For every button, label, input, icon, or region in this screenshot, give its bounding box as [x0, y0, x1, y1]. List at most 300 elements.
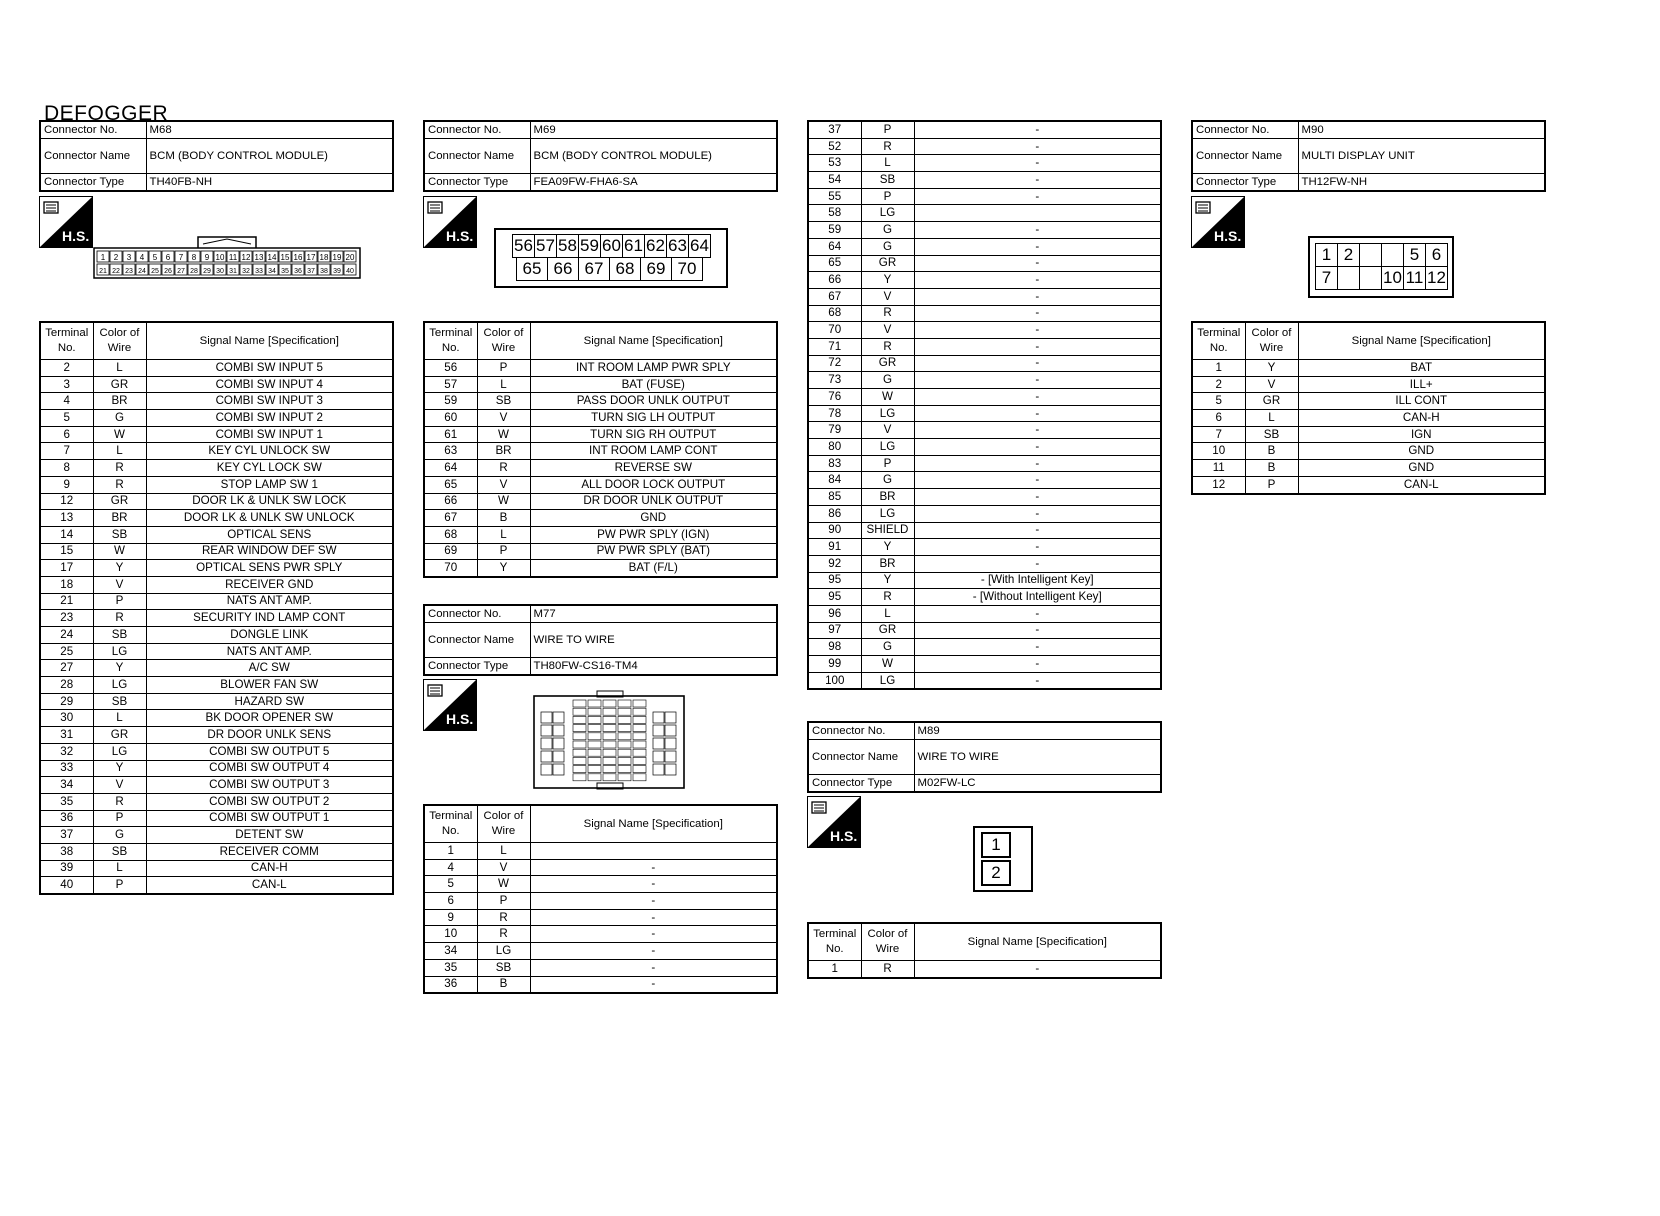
table-row: [40, 443, 393, 460]
terminal-cell: 1: [424, 843, 477, 860]
m77-continued-table: [807, 120, 1162, 690]
terminal-cell: 79: [808, 422, 861, 439]
color-cell: G: [861, 639, 914, 656]
table-row: [1192, 426, 1545, 443]
connector-name-value: WIRE TO WIRE: [530, 623, 777, 658]
terminal-cell: 57: [424, 376, 477, 393]
connector-type-value: TH12FW-NH: [1298, 174, 1545, 192]
table-row: [424, 493, 777, 510]
signal-cell: OPTICAL SENS PWR SPLY: [146, 560, 393, 577]
terminal-cell: 31: [40, 727, 93, 744]
pin-blank: [1337, 266, 1360, 290]
terminal-cell: 25: [40, 643, 93, 660]
table-row: [40, 827, 393, 844]
signal-cell: -: [914, 138, 1161, 155]
table-row: [1192, 410, 1545, 427]
color-cell: GR: [861, 622, 914, 639]
color-cell: G: [861, 238, 914, 255]
color-cell: V: [93, 576, 146, 593]
connector-name-value: BCM (BODY CONTROL MODULE): [146, 139, 393, 174]
terminal-cell: 80: [808, 439, 861, 456]
table-row: [40, 860, 393, 877]
terminal-cell: 24: [40, 627, 93, 644]
signal-cell: CAN-L: [1298, 476, 1545, 493]
terminal-cell: 36: [424, 976, 477, 993]
table-row: [1192, 360, 1545, 377]
table-row: [808, 489, 1161, 506]
table-row: [40, 810, 393, 827]
table-row: [424, 843, 777, 860]
terminal-cell: 34: [424, 943, 477, 960]
table-row: [40, 576, 393, 593]
terminal-cell: 86: [808, 505, 861, 522]
pin-blank: [1381, 243, 1404, 267]
svg-text:31: 31: [229, 268, 237, 275]
signal-cell: -: [914, 539, 1161, 556]
page-title: DEFOGGER: [44, 102, 169, 125]
table-row: [40, 677, 393, 694]
color-cell: SB: [93, 627, 146, 644]
color-cell: GR: [93, 727, 146, 744]
connector-name-value: MULTI DISPLAY UNIT: [1298, 139, 1545, 174]
svg-text:10: 10: [215, 253, 225, 262]
svg-text:5: 5: [152, 253, 158, 262]
terminal-cell: 37: [40, 827, 93, 844]
svg-text:36: 36: [294, 268, 302, 275]
connector-no-label: Connector No.: [1192, 121, 1298, 139]
table-row: [808, 205, 1161, 222]
table-row: [40, 526, 393, 543]
signal-cell: REVERSE SW: [530, 460, 777, 477]
color-cell: BR: [861, 555, 914, 572]
m68-connector-face: [93, 234, 363, 285]
signal-cell: COMBI SW INPUT 4: [146, 376, 393, 393]
color-cell: LG: [861, 672, 914, 689]
table-row: [1192, 443, 1545, 460]
color-cell: W: [477, 426, 530, 443]
color-cell: SB: [93, 843, 146, 860]
signal-cell: BK DOOR OPENER SW: [146, 710, 393, 727]
signal-cell: TURN SIG RH OUTPUT: [530, 426, 777, 443]
signal-cell: COMBI SW OUTPUT 5: [146, 743, 393, 760]
connector-name-label: Connector Name: [424, 623, 530, 658]
signal-cell: BAT: [1298, 360, 1545, 377]
terminal-cell: 12: [1192, 476, 1245, 493]
terminal-cell: 38: [40, 843, 93, 860]
color-cell: V: [477, 410, 530, 427]
color-header: Color of Wire: [477, 322, 530, 360]
svg-text:H.S.: H.S.: [830, 828, 858, 844]
color-cell: V: [93, 777, 146, 794]
svg-text:7: 7: [178, 253, 184, 262]
signal-cell: IGN: [1298, 426, 1545, 443]
table-row: [424, 893, 777, 910]
signal-cell: -: [914, 489, 1161, 506]
signal-cell: -: [914, 605, 1161, 622]
pin: 57: [534, 234, 557, 258]
svg-text:23: 23: [125, 268, 133, 275]
terminal-cell: 95: [808, 589, 861, 606]
signal-cell: -: [530, 859, 777, 876]
color-cell: G: [861, 472, 914, 489]
terminal-cell: 70: [424, 560, 477, 577]
table-row: [1192, 393, 1545, 410]
svg-text:14: 14: [267, 253, 277, 262]
table-row: [40, 793, 393, 810]
signal-cell: -: [914, 522, 1161, 539]
terminal-cell: 76: [808, 389, 861, 406]
connector-no-value: M90: [1298, 121, 1545, 139]
table-row: [808, 222, 1161, 239]
m69-terminal-table: [423, 321, 778, 578]
pin: 2: [1337, 243, 1360, 267]
terminal-cell: 32: [40, 743, 93, 760]
signal-cell: DOOR LK & UNLK SW UNLOCK: [146, 510, 393, 527]
pin: 65: [516, 257, 548, 281]
signal-cell: GND: [530, 510, 777, 527]
svg-text:4: 4: [139, 253, 145, 262]
table-row: [424, 976, 777, 993]
terminal-cell: 59: [424, 393, 477, 410]
connector-no-value: M77: [530, 605, 777, 623]
svg-text:27: 27: [177, 268, 185, 275]
signal-cell: COMBI SW OUTPUT 3: [146, 777, 393, 794]
color-cell: W: [93, 543, 146, 560]
color-cell: B: [477, 510, 530, 527]
table-row: [808, 372, 1161, 389]
table-row: [424, 376, 777, 393]
color-cell: Y: [861, 272, 914, 289]
signal-cell: PW PWR SPLY (BAT): [530, 543, 777, 560]
color-cell: W: [861, 389, 914, 406]
signal-cell: -: [914, 188, 1161, 205]
color-cell: R: [861, 589, 914, 606]
table-row: [40, 627, 393, 644]
table-row: [808, 255, 1161, 272]
svg-text:33: 33: [255, 268, 263, 275]
terminal-cell: 13: [40, 510, 93, 527]
color-cell: R: [861, 961, 914, 978]
signal-cell: -: [914, 305, 1161, 322]
color-cell: GR: [861, 255, 914, 272]
m90-connector-face: [1308, 236, 1454, 298]
table-row: [40, 643, 393, 660]
color-cell: R: [861, 338, 914, 355]
signal-cell: -: [914, 172, 1161, 189]
terminal-cell: 7: [40, 443, 93, 460]
terminal-cell: 61: [424, 426, 477, 443]
connector-type-label: Connector Type: [808, 775, 914, 793]
terminal-cell: 60: [424, 410, 477, 427]
m89-connector-face: [973, 826, 1033, 892]
table-row: [808, 605, 1161, 622]
pin: 10: [1381, 266, 1404, 290]
connector-no-label: Connector No.: [40, 121, 146, 139]
terminal-cell: 59: [808, 222, 861, 239]
m89-terminal-table: [807, 922, 1162, 979]
signal-cell: -: [914, 405, 1161, 422]
signal-cell: -: [914, 372, 1161, 389]
m77-connector-face: [533, 690, 687, 795]
connector-name-label: Connector Name: [1192, 139, 1298, 174]
table-row: [808, 322, 1161, 339]
signal-header: Signal Name [Specification]: [530, 805, 777, 843]
pin: 63: [666, 234, 689, 258]
signal-cell: -: [914, 222, 1161, 239]
color-cell: LG: [477, 943, 530, 960]
connector-no-label: Connector No.: [424, 605, 530, 623]
table-row: [424, 876, 777, 893]
terminal-cell: 97: [808, 622, 861, 639]
terminal-cell: 1: [808, 961, 861, 978]
color-cell: G: [861, 372, 914, 389]
terminal-no-header: Terminal No.: [1192, 322, 1245, 360]
color-cell: L: [861, 155, 914, 172]
signal-cell: NATS ANT AMP.: [146, 593, 393, 610]
table-row: [808, 472, 1161, 489]
hs-icon: [423, 679, 477, 731]
signal-cell: - [Without Intelligent Key]: [914, 589, 1161, 606]
connector-no-value: M89: [914, 722, 1161, 740]
terminal-cell: 11: [1192, 460, 1245, 477]
signal-cell: HAZARD SW: [146, 693, 393, 710]
signal-cell: CAN-H: [1298, 410, 1545, 427]
color-cell: B: [477, 976, 530, 993]
table-row: [424, 460, 777, 477]
color-cell: P: [1245, 476, 1298, 493]
signal-cell: -: [914, 656, 1161, 673]
table-row: [40, 610, 393, 627]
table-row: [424, 476, 777, 493]
color-cell: SB: [477, 959, 530, 976]
color-cell: GR: [93, 376, 146, 393]
signal-cell: ILL CONT: [1298, 393, 1545, 410]
table-row: [40, 593, 393, 610]
terminal-cell: 91: [808, 539, 861, 556]
signal-cell: RECEIVER GND: [146, 576, 393, 593]
color-cell: W: [477, 876, 530, 893]
terminal-cell: 66: [424, 493, 477, 510]
color-cell: SB: [93, 526, 146, 543]
terminal-cell: 10: [1192, 443, 1245, 460]
signal-cell: -: [530, 876, 777, 893]
terminal-cell: 37: [808, 121, 861, 138]
color-cell: BR: [93, 510, 146, 527]
connector-type-value: FEA09FW-FHA6-SA: [530, 174, 777, 192]
terminal-cell: 1: [1192, 360, 1245, 377]
signal-cell: -: [914, 238, 1161, 255]
svg-text:22: 22: [112, 268, 120, 275]
table-row: [40, 376, 393, 393]
table-row: [808, 422, 1161, 439]
signal-cell: -: [530, 926, 777, 943]
connector-type-label: Connector Type: [40, 174, 146, 192]
table-row: [40, 777, 393, 794]
svg-text:30: 30: [216, 268, 224, 275]
signal-cell: SECURITY IND LAMP CONT: [146, 610, 393, 627]
signal-cell: DR DOOR UNLK OUTPUT: [530, 493, 777, 510]
connector-no-value: M69: [530, 121, 777, 139]
svg-text:3: 3: [126, 253, 132, 262]
svg-text:H.S.: H.S.: [446, 711, 474, 727]
svg-text:17: 17: [306, 253, 316, 262]
svg-text:16: 16: [293, 253, 303, 262]
pin: 64: [688, 234, 711, 258]
terminal-cell: 67: [808, 288, 861, 305]
table-row: [424, 410, 777, 427]
signal-cell: -: [914, 322, 1161, 339]
terminal-cell: 63: [424, 443, 477, 460]
pin: 66: [547, 257, 579, 281]
color-cell: LG: [861, 405, 914, 422]
svg-text:8: 8: [191, 253, 197, 262]
signal-cell: OPTICAL SENS: [146, 526, 393, 543]
terminal-cell: 28: [40, 677, 93, 694]
color-cell: LG: [861, 505, 914, 522]
terminal-cell: 23: [40, 610, 93, 627]
signal-cell: -: [914, 672, 1161, 689]
table-row: [424, 360, 777, 377]
svg-text:H.S.: H.S.: [446, 228, 474, 244]
terminal-cell: 68: [424, 526, 477, 543]
table-row: [808, 288, 1161, 305]
color-cell: R: [93, 610, 146, 627]
table-row: [424, 926, 777, 943]
terminal-cell: 71: [808, 338, 861, 355]
table-row: [808, 439, 1161, 456]
svg-text:13: 13: [254, 253, 264, 262]
terminal-cell: 6: [424, 893, 477, 910]
signal-cell: -: [914, 422, 1161, 439]
color-cell: Y: [1245, 360, 1298, 377]
terminal-cell: 4: [40, 393, 93, 410]
terminal-cell: 40: [40, 877, 93, 894]
table-row: [808, 155, 1161, 172]
color-cell: V: [477, 476, 530, 493]
terminal-cell: 36: [40, 810, 93, 827]
pin: 1: [981, 832, 1011, 858]
svg-text:29: 29: [203, 268, 211, 275]
m68-terminal-table: [39, 321, 394, 895]
table-row: [40, 843, 393, 860]
signal-cell: -: [914, 622, 1161, 639]
color-cell: R: [477, 926, 530, 943]
color-cell: P: [861, 455, 914, 472]
table-row: [808, 555, 1161, 572]
signal-cell: DOOR LK & UNLK SW LOCK: [146, 493, 393, 510]
color-cell: GR: [861, 355, 914, 372]
table-row: [808, 338, 1161, 355]
color-cell: Y: [93, 760, 146, 777]
svg-text:H.S.: H.S.: [1214, 228, 1242, 244]
terminal-cell: 6: [1192, 410, 1245, 427]
signal-cell: KEY CYL UNLOCK SW: [146, 443, 393, 460]
table-row: [1192, 460, 1545, 477]
table-row: [808, 138, 1161, 155]
table-row: [808, 121, 1161, 138]
table-row: [424, 426, 777, 443]
color-cell: V: [477, 859, 530, 876]
pin: 62: [644, 234, 667, 258]
signal-cell: [914, 205, 1161, 222]
table-row: [808, 272, 1161, 289]
color-cell: P: [93, 593, 146, 610]
signal-cell: -: [914, 355, 1161, 372]
svg-text:37: 37: [307, 268, 315, 275]
terminal-cell: 6: [40, 426, 93, 443]
signal-cell: RECEIVER COMM: [146, 843, 393, 860]
signal-cell: REAR WINDOW DEF SW: [146, 543, 393, 560]
signal-cell: BAT (FUSE): [530, 376, 777, 393]
color-cell: L: [1245, 410, 1298, 427]
terminal-cell: 5: [424, 876, 477, 893]
table-row: [424, 909, 777, 926]
signal-cell: KEY CYL LOCK SW: [146, 460, 393, 477]
pin: 61: [622, 234, 645, 258]
terminal-no-header: Terminal No.: [808, 923, 861, 961]
terminal-cell: 73: [808, 372, 861, 389]
signal-cell: -: [530, 893, 777, 910]
signal-cell: -: [914, 121, 1161, 138]
table-row: [40, 426, 393, 443]
svg-text:H.S.: H.S.: [62, 228, 90, 244]
table-row: [808, 522, 1161, 539]
svg-text:32: 32: [242, 268, 250, 275]
color-cell: GR: [93, 493, 146, 510]
connector-type-label: Connector Type: [1192, 174, 1298, 192]
terminal-cell: 8: [40, 460, 93, 477]
pin-blank: [1359, 266, 1382, 290]
color-cell: L: [861, 605, 914, 622]
terminal-cell: 69: [424, 543, 477, 560]
signal-header: Signal Name [Specification]: [530, 322, 777, 360]
color-cell: L: [93, 710, 146, 727]
signal-cell: -: [914, 389, 1161, 406]
pin: 70: [671, 257, 703, 281]
table-row: [40, 393, 393, 410]
signal-cell: DETENT SW: [146, 827, 393, 844]
color-cell: BR: [477, 443, 530, 460]
svg-text:28: 28: [190, 268, 198, 275]
terminal-cell: 65: [808, 255, 861, 272]
pin: 68: [609, 257, 641, 281]
signal-cell: STOP LAMP SW 1: [146, 476, 393, 493]
svg-text:24: 24: [138, 268, 146, 275]
pin: 67: [578, 257, 610, 281]
color-cell: SB: [93, 693, 146, 710]
terminal-cell: 9: [40, 476, 93, 493]
signal-cell: NATS ANT AMP.: [146, 643, 393, 660]
signal-cell: ILL+: [1298, 376, 1545, 393]
terminal-cell: 17: [40, 560, 93, 577]
table-row: [808, 639, 1161, 656]
pin: 60: [600, 234, 623, 258]
color-cell: G: [861, 222, 914, 239]
svg-text:35: 35: [281, 268, 289, 275]
table-row: [40, 660, 393, 677]
m69-connector-face: [494, 228, 728, 288]
connector-no-label: Connector No.: [424, 121, 530, 139]
terminal-cell: 27: [40, 660, 93, 677]
svg-text:21: 21: [99, 268, 107, 275]
terminal-cell: 33: [40, 760, 93, 777]
table-row: [808, 589, 1161, 606]
connector-no-label: Connector No.: [808, 722, 914, 740]
svg-text:40: 40: [346, 268, 354, 275]
signal-cell: -: [530, 959, 777, 976]
signal-cell: -: [914, 505, 1161, 522]
color-cell: Y: [861, 572, 914, 589]
